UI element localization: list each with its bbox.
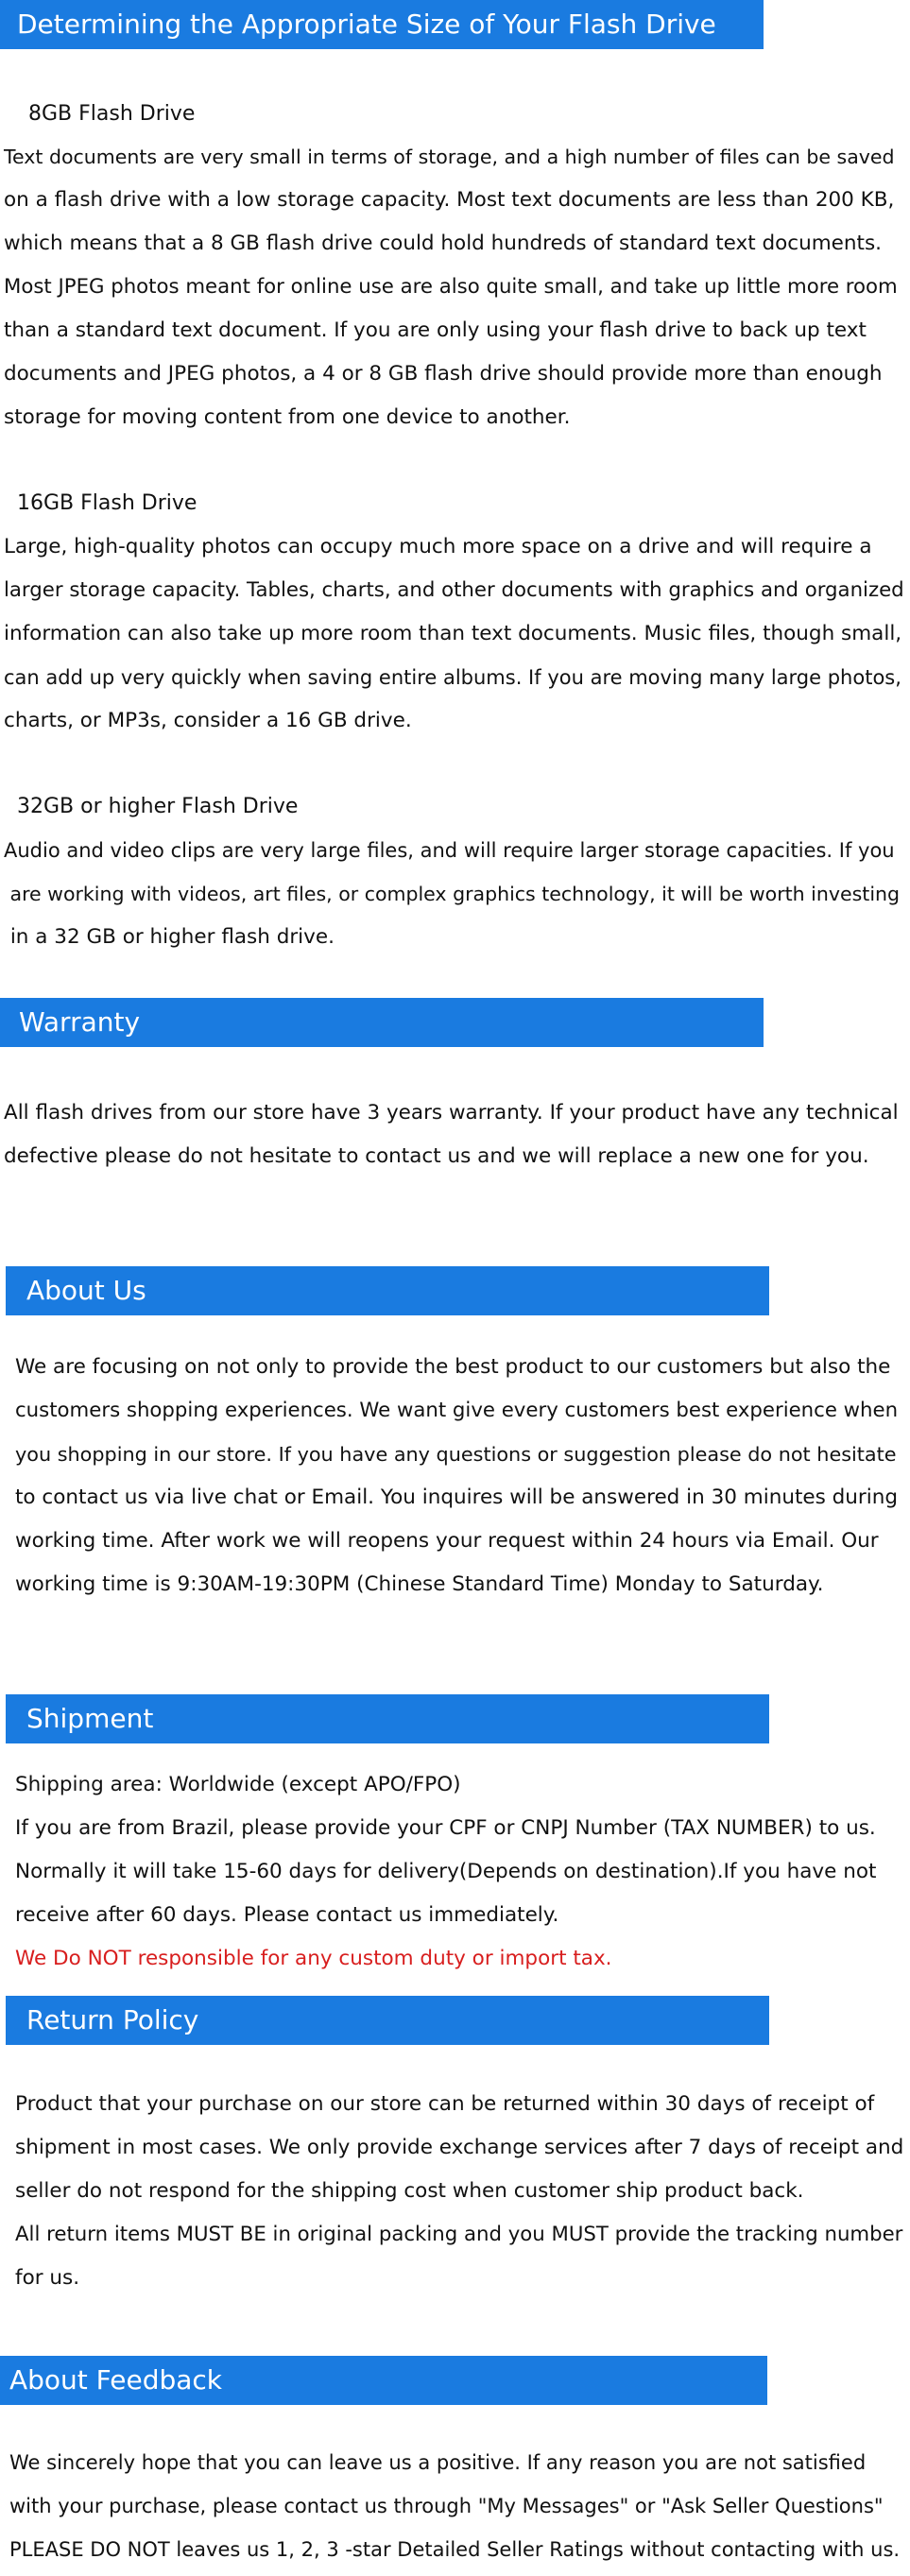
about-us-paragraph xyxy=(15,1346,898,1606)
about-us-line: you shopping in our store. If you have any questions or suggestion please do not hesitate xyxy=(15,1443,897,1466)
shipment-paragraph xyxy=(15,1763,876,1981)
size-section-title: Determining the Appropriate Size of Your Flash Drive xyxy=(17,9,716,40)
8gb-line: storage for moving content from one device to another. xyxy=(4,405,571,429)
about-us-title: About Us xyxy=(26,1275,146,1306)
about-us-line: customers shopping experiences. We want give every customers best experience when xyxy=(15,1399,899,1422)
16gb-paragraph xyxy=(4,525,904,743)
feedback-paragraph xyxy=(9,2441,900,2571)
feedback-line: with your purchase, please contact us through "My Messages" or "Ask Seller Questions" xyxy=(9,2495,884,2517)
16gb-line: larger storage capacity. Tables, charts, and other documents with graphics and organized xyxy=(4,578,904,602)
32gb-line: are working with videos, art files, or complex graphics technology, it will be worth investing xyxy=(4,883,901,905)
shipment-banner xyxy=(6,1694,769,1743)
32gb-line: Audio and video clips are very large files, and will require larger storage capacities. If you xyxy=(4,839,895,862)
feedback-title: About Feedback xyxy=(9,2364,223,2396)
8gb-line: than a standard text document. If you are only using your flash drive to back up text xyxy=(4,318,867,342)
32gb-paragraph xyxy=(4,829,900,959)
return-policy-line: for us. xyxy=(15,2266,80,2290)
about-us-line: working time is 9:30AM-19:30PM (Chinese Standard Time) Monday to Saturday. xyxy=(15,1572,824,1596)
16gb-line: Large, high-quality photos can occupy much more space on a drive and will require a xyxy=(4,535,872,558)
8gb-paragraph xyxy=(4,135,898,439)
warranty-line: All flash drives from our store have 3 years warranty. If your product have any technical xyxy=(4,1101,899,1125)
16gb-line: can add up very quickly when saving entire albums. If you are moving many large photos, xyxy=(4,666,901,689)
shipment-line: Normally it will take 15-60 days for delivery(Depends on destination).If you have not xyxy=(15,1860,877,1883)
return-policy-paragraph xyxy=(15,2083,903,2300)
32gb-line: in a 32 GB or higher flash drive. xyxy=(4,925,335,949)
shipment-tax-notice: We Do NOT responsible for any custom duty or import tax. xyxy=(15,1947,612,1970)
return-policy-banner xyxy=(6,1996,769,2045)
size-section-banner xyxy=(0,0,764,49)
warranty-paragraph xyxy=(4,1091,899,1178)
8gb-line: Text documents are very small in terms of storage, and a high number of files can be saved xyxy=(4,146,895,168)
warranty-line: defective please do not hesitate to contact us and we will replace a new one for you. xyxy=(4,1144,869,1168)
about-us-line: We are focusing on not only to provide the best product to our customers but also the xyxy=(15,1355,891,1379)
shipment-line: Shipping area: Worldwide (except APO/FPO) xyxy=(15,1773,461,1796)
16gb-line: charts, or MP3s, consider a 16 GB drive. xyxy=(4,709,412,732)
8gb-heading: 8GB Flash Drive xyxy=(28,102,196,126)
return-policy-line: Product that your purchase on our store can be returned within 30 days of receipt of xyxy=(15,2092,875,2116)
16gb-line: information can also take up more room than text documents. Music files, though small, xyxy=(4,622,902,645)
about-us-banner xyxy=(6,1266,769,1315)
return-policy-line: shipment in most cases. We only provide exchange services after 7 days of receipt and xyxy=(15,2136,904,2159)
warranty-title: Warranty xyxy=(19,1006,141,1038)
32gb-heading: 32GB or higher Flash Drive xyxy=(17,795,299,818)
8gb-line: Most JPEG photos meant for online use are also quite small, and take up little more room xyxy=(4,275,898,299)
8gb-line: documents and JPEG photos, a 4 or 8 GB flash drive should provide more than enough xyxy=(4,362,883,386)
feedback-line: We sincerely hope that you can leave us a positive. If any reason you are not satisfied xyxy=(9,2451,867,2474)
warranty-banner xyxy=(0,998,764,1047)
shipment-title: Shipment xyxy=(26,1703,154,1734)
16gb-heading: 16GB Flash Drive xyxy=(17,491,197,515)
return-policy-title: Return Policy xyxy=(26,2004,199,2035)
shipment-line: receive after 60 days. Please contact us immediately. xyxy=(15,1903,559,1927)
return-policy-line: seller do not respond for the shipping cost when customer ship product back. xyxy=(15,2179,804,2203)
shipment-line: If you are from Brazil, please provide your CPF or CNPJ Number (TAX NUMBER) to us. xyxy=(15,1816,876,1840)
8gb-line: on a flash drive with a low storage capacity. Most text documents are less than 200 KB, xyxy=(4,188,895,212)
8gb-line: which means that a 8 GB flash drive could hold hundreds of standard text documents. xyxy=(4,232,882,255)
feedback-banner xyxy=(0,2356,767,2405)
about-us-line: working time. After work we will reopens your request within 24 hours via Email. Our xyxy=(15,1529,879,1553)
about-us-line: to contact us via live chat or Email. You inquires will be answered in 30 minutes during xyxy=(15,1485,899,1509)
feedback-line: PLEASE DO NOT leaves us 1, 2, 3 -star Detailed Seller Ratings without contacting with us. xyxy=(9,2538,901,2561)
return-policy-line: All return items MUST BE in original packing and you MUST provide the tracking number xyxy=(15,2223,903,2246)
